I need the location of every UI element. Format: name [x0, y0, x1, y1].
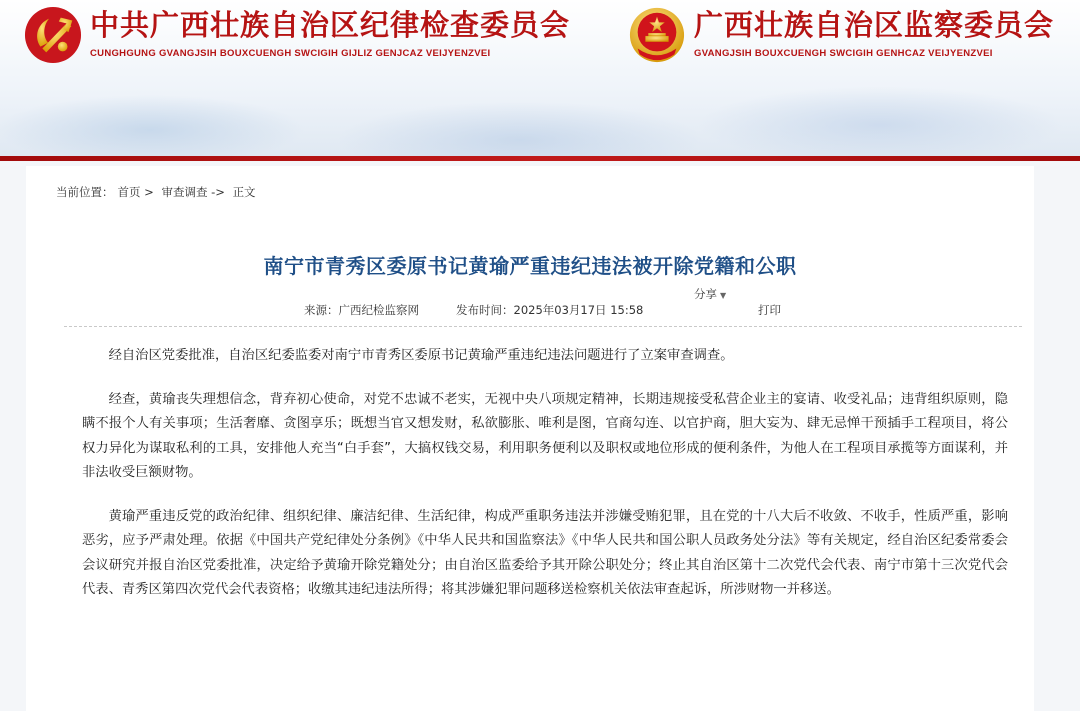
article-body	[82, 344, 1008, 622]
breadcrumb-current: 正文	[232, 185, 256, 199]
discipline-commission-logo[interactable]	[24, 6, 570, 64]
print-button[interactable]: 打印	[758, 303, 781, 317]
article-paragraph: 经查，黄瑜丧失理想信念，背弃初心使命，对党不忠诚不老实，无视中央八项规定精神，长期违规接受私营企业主的宴请、收受礼品；违背组织原则，隐瞒不报个人有关事项；生活奢靡、贪图享乐；既想当官又想发财，私欲膨胀、唯利是图，官商勾连、以官护商，胆大妄为、肆无忌惮干预插手工程项目，将公权力异化为谋取私利的工具，安排他人充当“白手套”，大搞权钱交易，利用职务便利以及职权或地位形成的便利条件，为他人在工程项目承揽等方面谋利，并非法收受巨额财物。	[82, 391, 1008, 480]
breadcrumb-section-link[interactable]: 审查调查	[161, 185, 208, 199]
supervision-commission-logo[interactable]	[628, 6, 1054, 64]
breadcrumb-home-link[interactable]: 首页	[117, 185, 141, 199]
national-emblem-icon	[628, 6, 686, 64]
meta-divider	[64, 326, 1022, 327]
discipline-commission-subtitle: CUNGHGUNG GVANGJSIH BOUXCUENGH SWCIGIH GIJLIZ GENJCAZ VEIJYENZVEI	[90, 48, 491, 59]
breadcrumb-separator: ->	[211, 185, 225, 199]
site-banner	[0, 0, 1080, 158]
supervision-commission-subtitle: GVANGJSIH BOUXCUENGH SWCIGIH GENHCAZ VEIJYENZVEI	[694, 48, 993, 59]
article-paragraph: 经自治区党委批准，自治区纪委监委对南宁市青秀区委原书记黄瑜严重违纪违法问题进行了立案审查调查。	[108, 348, 734, 363]
share-label: 分享	[694, 287, 717, 301]
party-emblem-icon	[24, 6, 82, 64]
breadcrumb-separator: >	[144, 185, 154, 199]
share-button[interactable]	[694, 286, 726, 302]
banner-sky-background	[0, 70, 1080, 158]
discipline-commission-title: 中共广西壮族自治区纪律检查委员会	[90, 8, 571, 42]
article-publish-time: 发布时间：2025年03月17日 15:58	[456, 303, 644, 317]
breadcrumb	[56, 184, 260, 200]
article-title: 南宁市青秀区委原书记黄瑜严重违纪违法被开除党籍和公职	[263, 254, 797, 278]
article-source: 来源：广西纪检监察网	[304, 303, 419, 317]
header-red-divider	[0, 156, 1080, 161]
breadcrumb-prefix: 当前位置：	[56, 185, 114, 199]
chevron-down-icon: ▼	[720, 291, 727, 300]
supervision-commission-title: 广西壮族自治区监察委员会	[694, 8, 1055, 42]
article-paragraph: 黄瑜严重违反党的政治纪律、组织纪律、廉洁纪律、生活纪律，构成严重职务违法并涉嫌受贿犯罪，且在党的十八大后不收敛、不收手，性质严重，影响恶劣，应予严肃处理。依据《中国共产党纪律处分条例》《中华人民共和国监察法》《中华人民共和国公职人员政务处分法》等有关规定，经自治区纪委常委会会议研究并报自治区党委批准，决定给予黄瑜开除党籍处分；由自治区监委给予其开除公职处分；终止其自治区第十二次党代会代表、南宁市第十三次党代会代表、青秀区第四次党代会代表资格；收缴其违纪违法所得；将其涉嫌犯罪问题移送检察机关依法审查起诉，所涉财物一并移送。	[82, 508, 1008, 597]
content-panel	[26, 166, 1034, 711]
